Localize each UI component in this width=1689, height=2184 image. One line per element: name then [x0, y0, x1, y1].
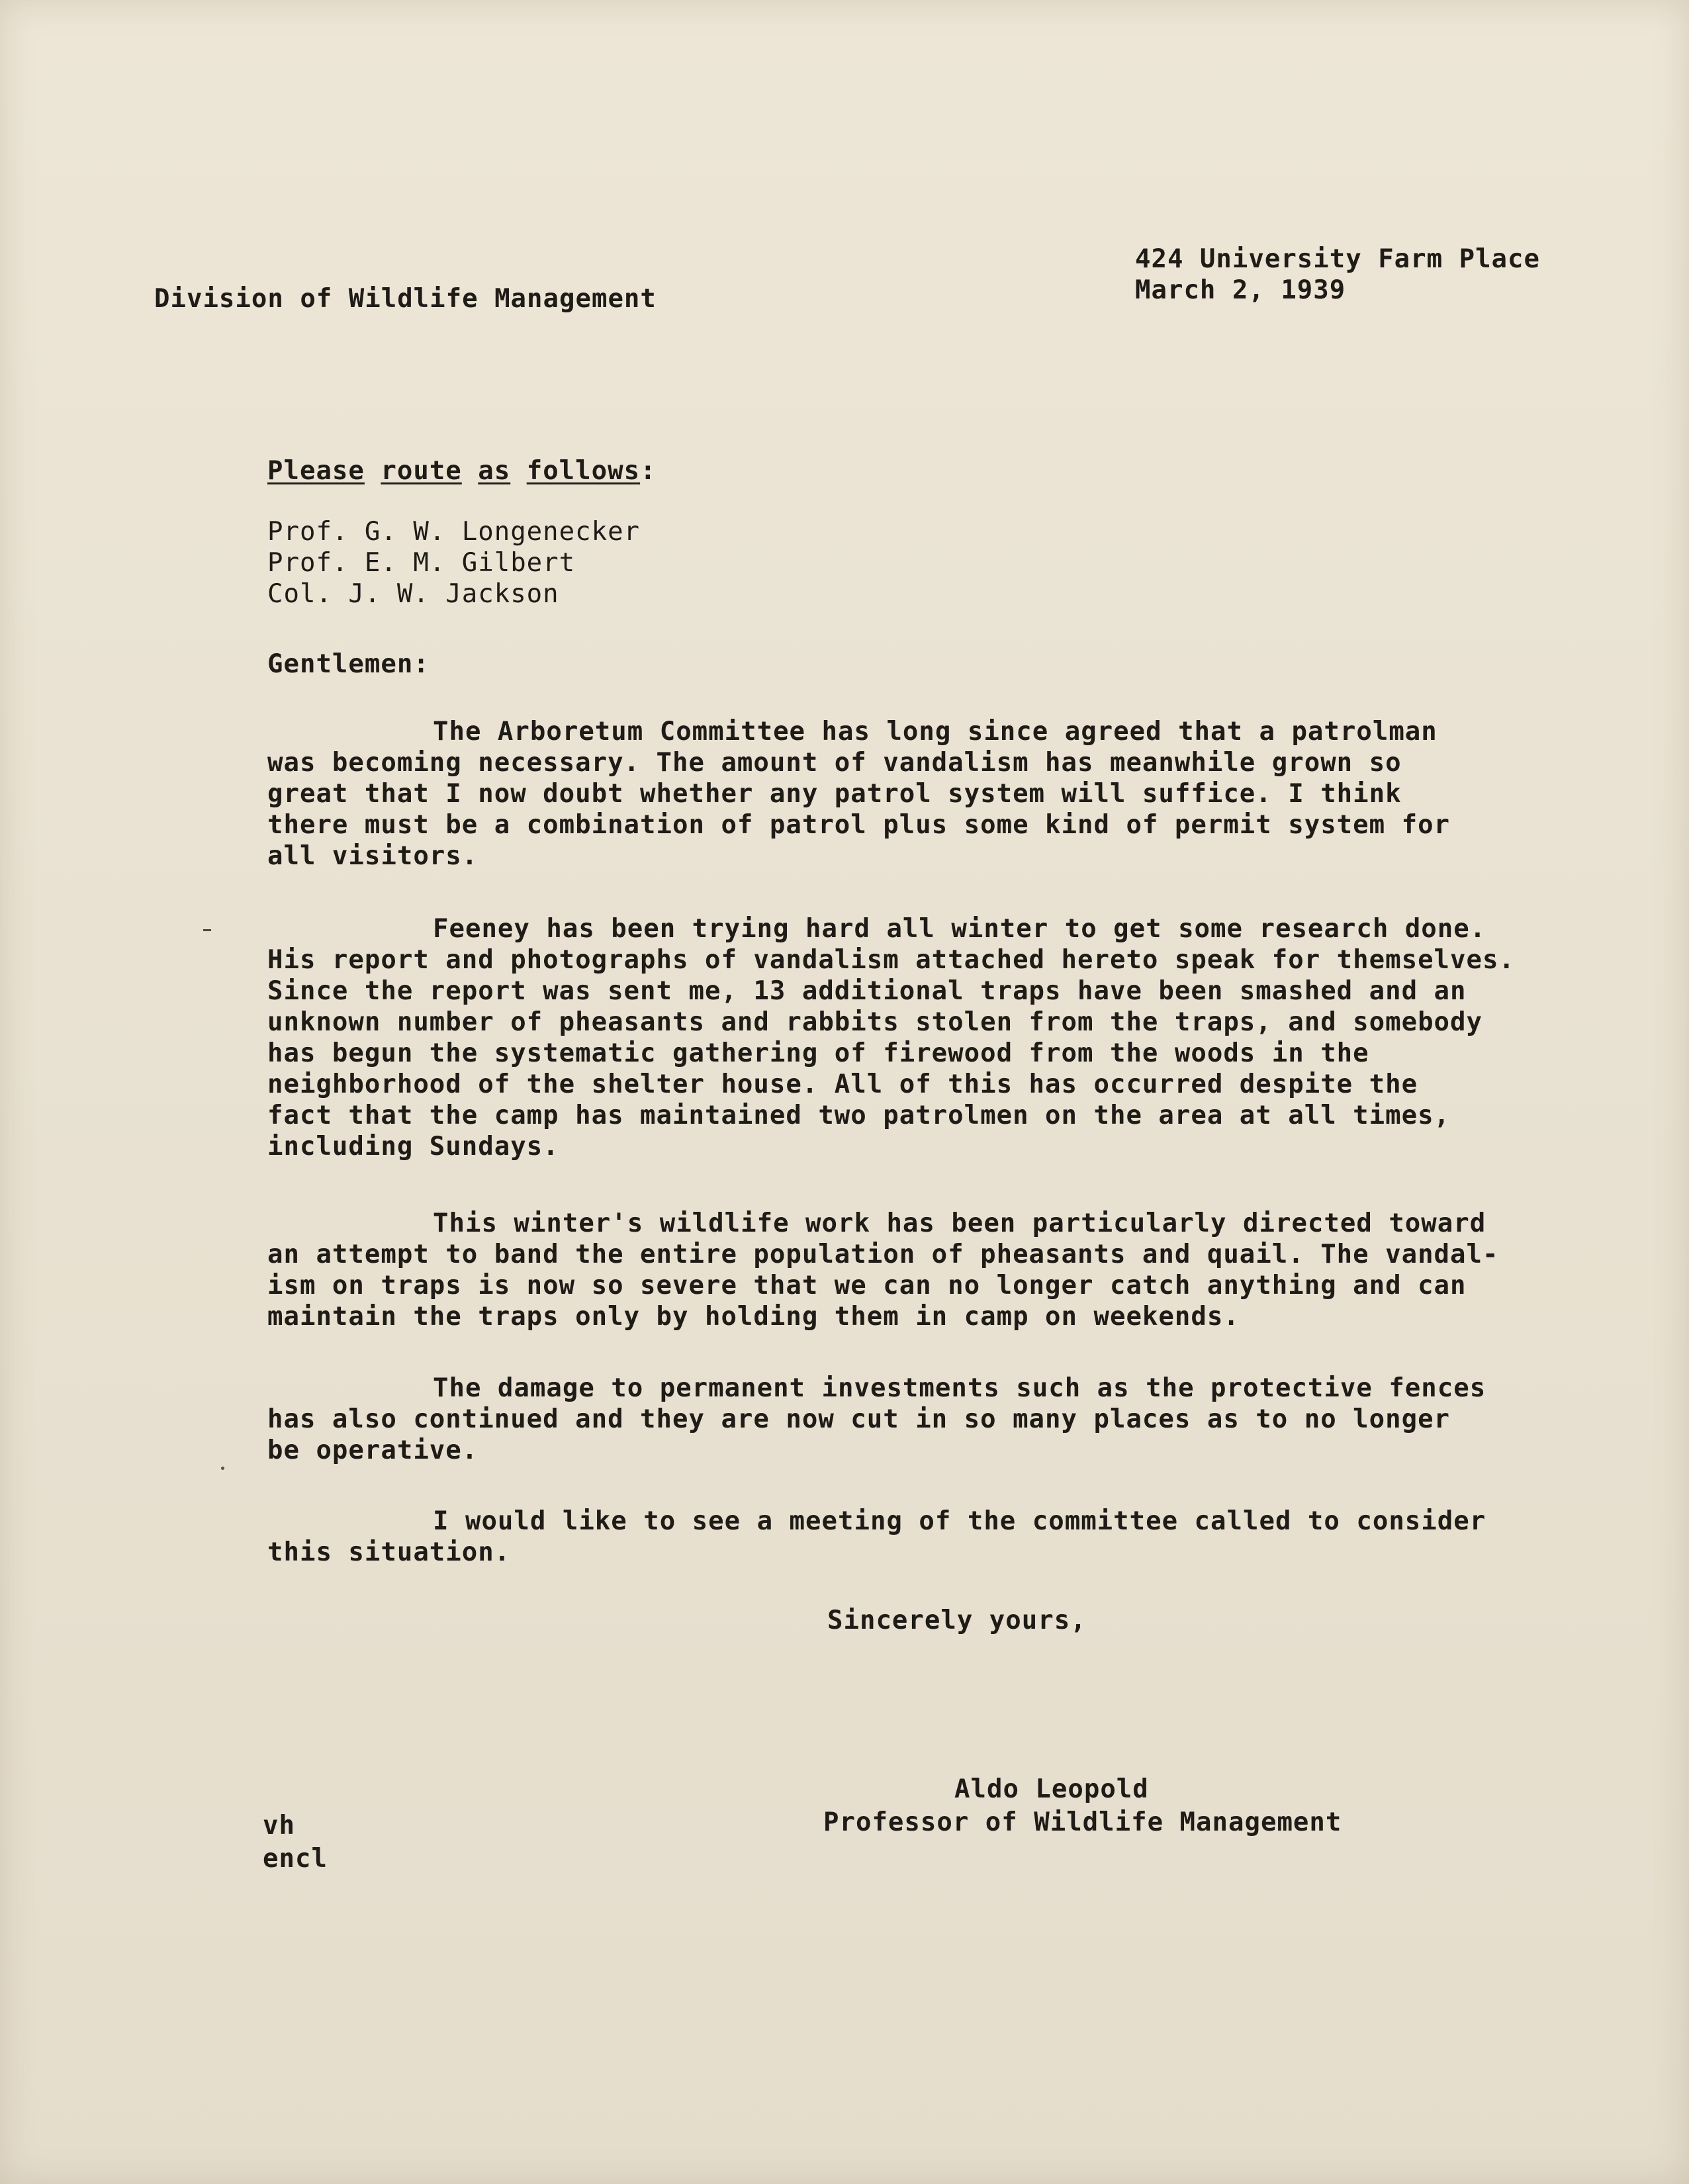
paragraph-line: maintain the traps only by holding them in camp on weekends. [267, 1302, 1240, 1332]
paragraph-line: an attempt to band the entire population of pheasants and quail. The vandal- [267, 1240, 1499, 1269]
division-name: Division of Wildlife Management [154, 284, 657, 314]
paragraph-line: This winter's wildlife work has been particularly directed toward [433, 1208, 1486, 1238]
salutation: Gentlemen: [267, 649, 430, 679]
routing-colon: : [640, 456, 657, 486]
routing-word: as [478, 456, 511, 486]
paragraph-line: His report and photographs of vandalism attached hereto speak for themselves. [267, 945, 1515, 975]
body-paragraph [267, 1373, 1558, 1466]
routing-word: follows [526, 456, 641, 486]
address-date-block [1135, 244, 1540, 306]
paragraph-line: The damage to permanent investments such as the protective fences [433, 1373, 1486, 1403]
paragraph-line: fact that the camp has maintained two patrolmen on the area at all times, [267, 1101, 1451, 1130]
closing: Sincerely yours, [827, 1606, 1087, 1635]
paragraph-line: I would like to see a meeting of the committee called to consider [433, 1506, 1486, 1536]
body-paragraph [267, 1506, 1558, 1568]
body-paragraph [267, 1208, 1558, 1332]
paragraph-line: all visitors. [267, 841, 479, 871]
paragraph-line: ism on traps is now so severe that we can no longer catch anything and can [267, 1271, 1467, 1300]
margin-mark [203, 929, 211, 931]
paragraph-line: including Sundays. [267, 1132, 559, 1161]
paragraph-line: was becoming necessary. The amount of vandalism has meanwhile grown so [267, 748, 1402, 778]
paragraph-line: Since the report was sent me, 13 additional traps have been smashed and an [267, 976, 1467, 1006]
street-address: 424 University Farm Place [1135, 244, 1540, 274]
recipient: Col. J. W. Jackson [267, 579, 559, 609]
paragraph-line: there must be a combination of patrol plus some kind of permit system for [267, 810, 1451, 840]
routing-heading [267, 455, 657, 486]
body-paragraph [267, 913, 1558, 1162]
routing-word: Please [267, 456, 365, 486]
paragraph-line: great that I now doubt whether any patrol system will suffice. I think [267, 779, 1402, 809]
recipient-list [267, 516, 640, 610]
paragraph-line: neighborhood of the shelter house. All of this has occurred despite the [267, 1069, 1418, 1099]
paragraph-line: has begun the systematic gathering of firewood from the woods in the [267, 1038, 1369, 1068]
routing-word: route [381, 456, 462, 486]
body-paragraph [267, 716, 1558, 872]
letter-date: March 2, 1939 [1135, 275, 1346, 305]
recipient: Prof. G. W. Longenecker [267, 517, 641, 547]
enclosure-notation: encl [263, 1844, 328, 1874]
paragraph-line: be operative. [267, 1435, 479, 1465]
paper-speck [221, 1467, 224, 1470]
signature-title: Professor of Wildlife Management [823, 1807, 1342, 1837]
signature-name: Aldo Leopold [954, 1774, 1149, 1804]
paragraph-line: has also continued and they are now cut in so many places as to no longer [267, 1404, 1451, 1434]
paragraph-line: this situation. [267, 1537, 511, 1567]
paragraph-line: The Arboretum Committee has long since agreed that a patrolman [433, 717, 1438, 747]
paragraph-line: unknown number of pheasants and rabbits stolen from the traps, and somebody [267, 1007, 1483, 1037]
reference-initials: vh [263, 1811, 295, 1841]
paragraph-line: Feeney has been trying hard all winter to get some research done. [433, 914, 1486, 944]
recipient: Prof. E. M. Gilbert [267, 548, 576, 578]
